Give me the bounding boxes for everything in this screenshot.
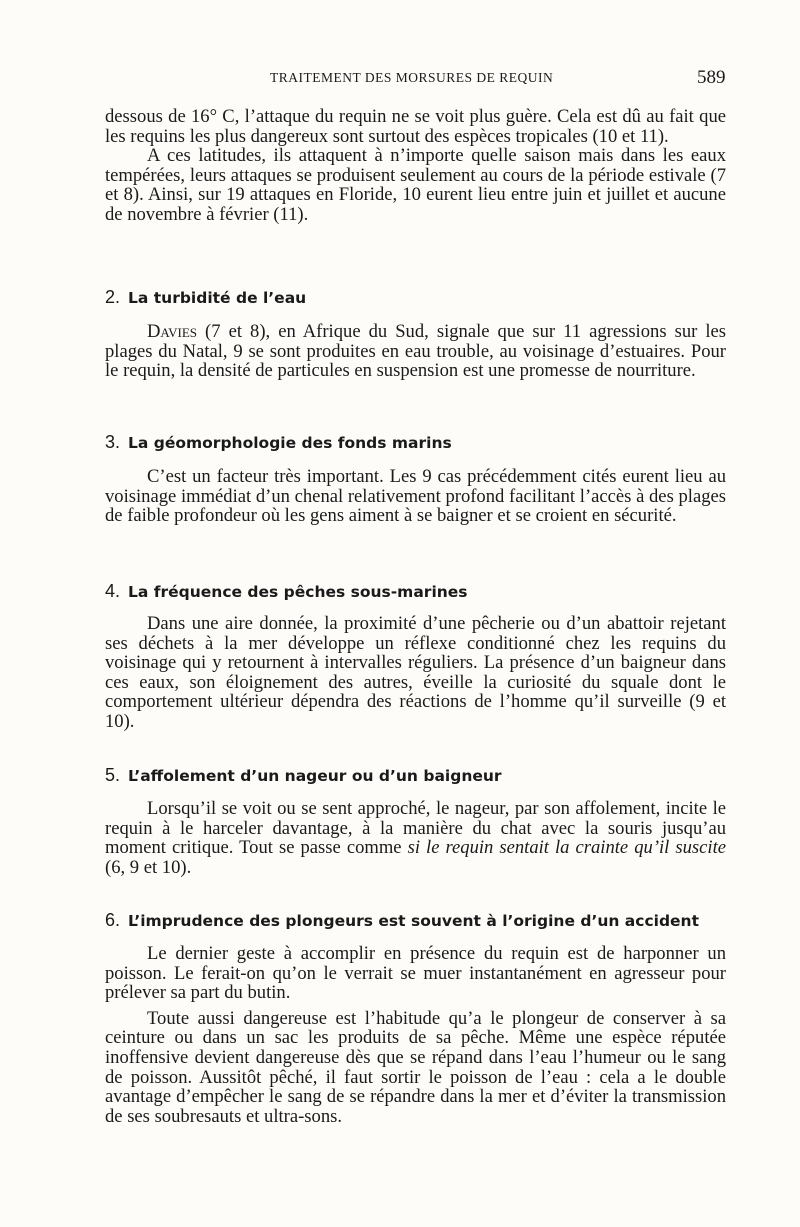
- section-number: 5.: [105, 765, 121, 785]
- section-6-text: [105, 944, 726, 1126]
- section-number: 3.: [105, 432, 121, 452]
- section-2-text: [105, 322, 726, 381]
- section-4-paragraph-1: Dans une aire donnée, la proximité d’une pêcherie ou d’un abattoir rejetant ses déchets à la mer développe un réflexe conditionné chez les requins du voisinage qui y retournent à intervalles réguliers. La présence d’un baigneur dans ces eaux, son éloignement des autres, éveille la curiosité du squale dont le comportement ultérieur dépendra des réactions de l’homme qu’il surveille (9 et 10).: [105, 613, 726, 732]
- section-number: 4.: [105, 581, 121, 601]
- section-6-paragraph-1: Le dernier geste à accomplir en présence du requin est de harponner un poisson. Le ferait-on qu’on le verrait se muer instantanément en agresseur pour prélever sa part du butin.: [105, 943, 726, 1004]
- author-name: Davies: [147, 321, 198, 342]
- section-title: L’imprudence des plongeurs est souvent à l’origine d’un accident: [128, 912, 699, 930]
- section-2-paragraph-1: Davies (7 et 8), en Afrique du Sud, signale que sur 11 agressions sur les plages du Natal, 9 se sont produites en eau trouble, au voisinage d’estuaires. Pour le requin, la densité de particules en suspension est une promesse de nourriture.: [105, 321, 726, 382]
- italic-quote: si le requin sentait la crainte qu’il suscite: [407, 837, 726, 859]
- section-heading-5: [105, 765, 745, 786]
- section-6-paragraph-2: Toute aussi dangereuse est l’habitude qu’a le plongeur de conserver à sa ceinture ou dans un sac les produits de sa pêche. Même une espèce réputée inoffensive devient dangereuse dès que se répand dans l’eau l’humeur ou le sang de poisson. Aussitôt pêché, il faut sortir le poisson de l’eau : cela a le double avantage d’empêcher le sang de se répandre dans la mer et d’éviter la transmission de ses soubresauts et ultra-sons.: [105, 1007, 726, 1127]
- section-heading-6: [105, 910, 745, 931]
- section-heading-3: [105, 432, 745, 453]
- page-number: 589: [697, 67, 726, 88]
- section-4-text: [105, 614, 726, 732]
- section-heading-4: [105, 581, 745, 602]
- section-heading-2: [105, 287, 745, 308]
- section-3-text: [105, 467, 726, 526]
- section-title: La turbidité de l’eau: [128, 289, 307, 307]
- section-number: 6.: [105, 910, 121, 930]
- section-number: 2.: [105, 287, 121, 307]
- intro-paragraph-1: dessous de 16° C, l’attaque du requin ne se voit plus guère. Cela est dû au fait que les requins les plus dangereux sont surtout des espèces tropicales (10 et 11).: [105, 106, 726, 147]
- intro-text: [105, 107, 726, 225]
- section-3-paragraph-1: C’est un facteur très important. Les 9 cas précédemment cités eurent lieu au voisinage immédiat d’un chenal relativement profond facilitant l’accès à des plages de faible profondeur où les gens aiment à se baigner et se croient en sécurité.: [105, 466, 726, 527]
- section-5-text: [105, 799, 726, 877]
- section-title: La fréquence des pêches sous-marines: [128, 583, 468, 601]
- intro-paragraph-2: A ces latitudes, ils attaquent à n’importe quelle saison mais dans les eaux tempérées, leurs attaques se produisent seulement au cours de la période estivale (7 et 8). Ainsi, sur 19 attaques en Floride, 10 eurent lieu entre juin et juillet et aucune de novembre à février (11).: [105, 145, 726, 225]
- section-title: La géomorphologie des fonds marins: [128, 434, 452, 452]
- running-title: TRAITEMENT DES MORSURES DE REQUIN: [270, 70, 554, 85]
- section-title: L’affolement d’un nageur ou d’un baigneur: [128, 767, 502, 785]
- section-5-paragraph-1: Lorsqu’il se voit ou se sent approché, le nageur, par son affolement, incite le requin à le harceler davantage, à la manière du chat avec la souris jusqu’au moment critique. Tout se passe comme si le requin sentait la crainte qu’il suscite (6, 9 et 10).: [105, 798, 726, 878]
